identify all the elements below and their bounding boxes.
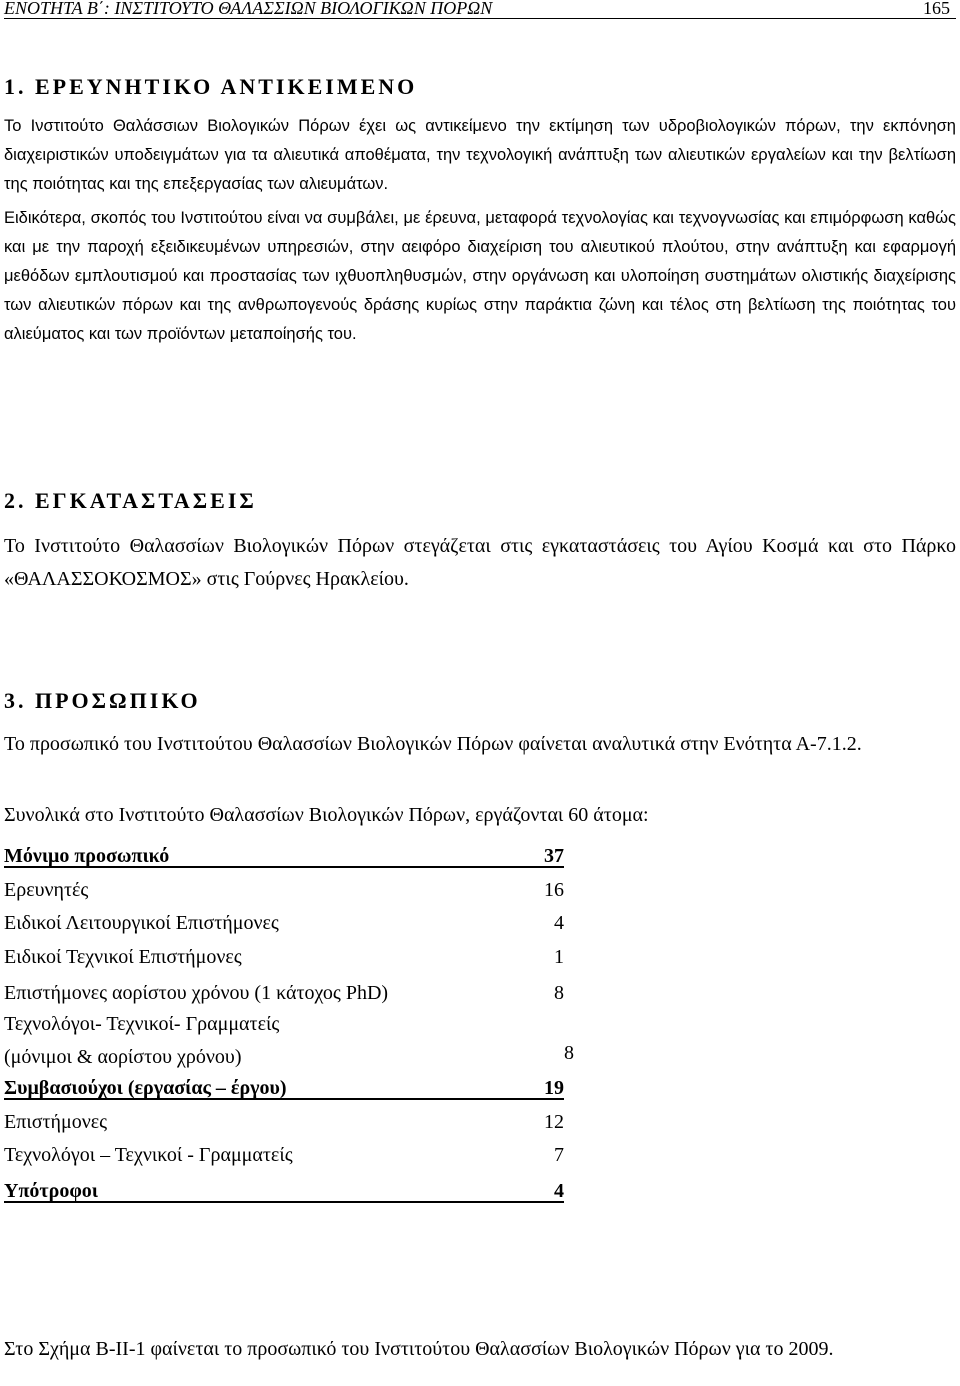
staff-label: Τεχνολόγοι – Τεχνικοί - Γραμματείς [4,1144,293,1166]
staff-count: 4 [554,1180,564,1202]
staff-label-line-2: (μόνιμοι & αορίστου χρόνου) [4,1046,242,1068]
staff-label: Ερευνητές [4,879,89,901]
staff-count: 19 [544,1077,564,1099]
staff-label: Επιστήμονες [4,1111,108,1133]
staff-row-researchers [4,877,564,903]
staff-count: 7 [554,1144,564,1166]
staff-row-contract-scientists [4,1109,564,1135]
section-2-heading: 2. ΕΓΚΑΤΑΣΤΑΣΕΙΣ [4,488,257,513]
staff-count: 4 [554,912,564,934]
section-3-paragraph-1: Το προσωπικό του Ινστιτούτου Θαλασσίων Βιολογικών Πόρων φαίνεται αναλυτικά στην Ενότητα Α-7.1.2. [4,733,862,755]
staff-row-technologists-permanent [4,1008,574,1070]
staff-count: 8 [554,982,564,1004]
staff-count: 16 [544,879,564,901]
section-1-heading: 1. ΕΡΕΥΝΗΤΙΚΟ ΑΝΤΙΚΕΙΜΕΝΟ [4,74,418,99]
staff-label: Υπότροφοι [4,1180,99,1202]
figure-reference-paragraph: Στο Σχήμα Β-ΙΙ-1 φαίνεται το προσωπικό του Ινστιτούτου Θαλασσίων Βιολογικών Πόρων για το 2009. [4,1338,834,1360]
staff-label: Ειδικοί Τεχνικοί Επιστήμονες [4,946,242,968]
header-title: ΕΝΟΤΗΤΑ Β΄: ΙΝΣΤΙΤΟΥΤΟ ΘΑΛΑΣΣΙΩΝ ΒΙΟΛΟΓΙΚΩΝ ΠΟΡΩΝ [4,0,493,18]
staff-count: 37 [544,845,564,867]
staff-row-permanent [4,843,564,869]
staff-count: 8 [564,1042,574,1064]
staff-label: Ειδικοί Λειτουργικοί Επιστήμονες [4,912,279,934]
staff-label: Μόνιμο προσωπικό [4,845,170,867]
section-2-paragraph: Το Ινστιτούτο Θαλασσίων Βιολογικών Πόρων στεγάζεται στις εγκαταστάσεις του Αγίου Κοσμά και στο Πάρκο «ΘΑΛΑΣΣΟΚΟΣΜΟΣ» στις Γούρνες Ηρακλείου. [4,535,956,590]
staff-row-functional-scientists [4,910,564,936]
section-3-heading: 3. ΠΡΟΣΩΠΙΚΟ [4,688,201,713]
page-number: 165 [923,0,950,18]
staff-row-contract-technologists [4,1142,564,1168]
staff-row-fixed-term-scientists [4,980,564,1006]
staff-row-technical-scientists [4,944,564,970]
section-1-paragraph-2: Ειδικότερα, σκοπός του Ινστιτούτου είναι να συμβάλει, με έρευνα, μεταφορά τεχνολογίας και τεχνογνωσίας και επιμόρφωση καθώς και με την παροχή εξειδικευμένων υπηρεσιών, στην αειφόρο διαχείριση του αλιευτικού πλούτου, στην ανάπτυξη και εφαρμογή μεθόδων εμπλουτισμού και προστασίας των ιχθυοπληθυσμών, στην οργάνωση και υλοποίηση συστημάτων ολιστικής διαχείρισης των αλιευτικών πόρων και της ανθρωπογενούς δράσης κυρίως στην παράκτια ζώνη και τέλος στη βελτίωση της ποιότητας του αλιεύματος και των προϊόντων μεταποίησής του. [4,209,956,343]
staff-count: 1 [554,946,564,968]
section-3-paragraph-2: Συνολικά στο Ινστιτούτο Θαλασσίων Βιολογικών Πόρων, εργάζονται 60 άτομα: [4,804,649,826]
staff-row-scholars [4,1178,564,1204]
section-1-paragraph-1: Το Ινστιτούτο Θαλάσσιων Βιολογικών Πόρων έχει ως αντικείμενο την εκτίμηση των υδροβιολογικών πόρων, την εκπόνηση διαχειριστικών υποδειγμάτων για τα αλιευτικά αποθέματα, την τεχνολογική ανάπτυξη των αλιευτικών εργαλείων και την βελτίωση της ποιότητας και της επεξεργασίας των αλιευμάτων. [4,117,956,193]
staff-row-contractors [4,1075,564,1101]
running-header [4,0,956,19]
staff-count: 12 [544,1111,564,1133]
staff-label: Συμβασιούχοι (εργασίας – έργου) [4,1077,287,1099]
staff-label-line-1: Τεχνολόγοι- Τεχνικοί- Γραμματείς [4,1013,280,1035]
staff-label: Επιστήμονες αορίστου χρόνου (1 κάτοχος PhD) [4,982,389,1004]
